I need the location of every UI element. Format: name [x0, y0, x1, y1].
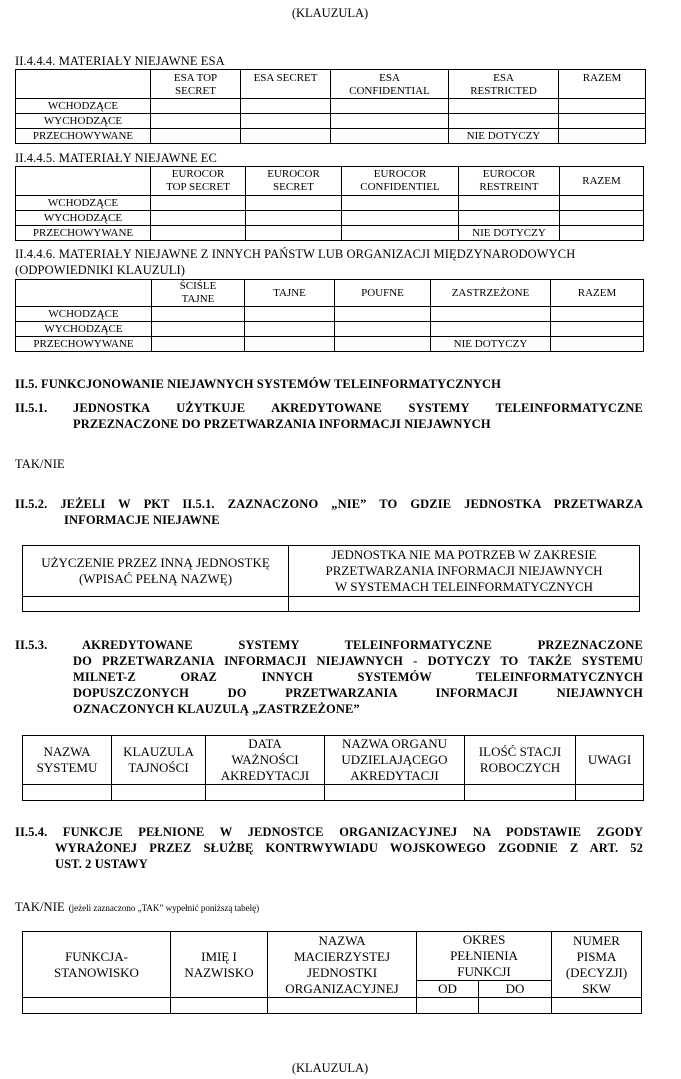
- table-cell[interactable]: [465, 785, 576, 801]
- column-header: RAZEM: [551, 280, 644, 307]
- not-applicable-label: NIE DOTYCZY: [459, 226, 560, 241]
- table-cell[interactable]: [151, 211, 246, 226]
- table-cell[interactable]: [552, 998, 642, 1014]
- section-text-ii53-line3: MILNET-Z ORAZ INNYCH SYSTEMÓW TELEINFORMATYCZNYCH: [73, 670, 643, 684]
- table-cell[interactable]: [152, 337, 245, 352]
- table-cell[interactable]: [112, 785, 206, 801]
- column-header: UŻYCZENIE PRZEZ INNĄ JEDNOSTKĘ (WPISAĆ PEŁNĄ NAZWĘ): [23, 546, 289, 597]
- not-applicable-label: NIE DOTYCZY: [449, 129, 559, 144]
- table-cell: [16, 280, 152, 307]
- section-title-ii446: II.4.4.6. MATERIAŁY NIEJAWNE Z INNYCH PAŃSTW LUB ORGANIZACJI MIĘDZYNARODOWYCH: [15, 247, 576, 261]
- section-text-ii54-line1: II.5.4. FUNKCJE PEŁNIONE W JEDNOSTCE ORGANIZACYJNEJ NA PODSTAWIE ZGODY: [15, 825, 643, 839]
- table-cell[interactable]: [23, 597, 289, 612]
- answer-row: [15, 898, 259, 916]
- column-header: IMIĘ I NAZWISKO: [171, 932, 268, 998]
- column-header: ZASTRZEŻONE: [431, 280, 551, 307]
- table-cell[interactable]: [431, 307, 551, 322]
- answer-yes-no[interactable]: TAK/NIE: [15, 457, 65, 471]
- row-label: PRZECHOWYWANE: [16, 337, 152, 352]
- section-text-ii52-line2: INFORMACJE NIEJAWNE: [64, 513, 220, 527]
- table-cell[interactable]: [246, 226, 342, 241]
- column-header: ILOŚĆ STACJI ROBOCZYCH: [465, 736, 576, 785]
- table-row: [23, 998, 642, 1014]
- section-number-ii51: II.5.1.: [15, 401, 48, 415]
- column-header: POUFNE: [335, 280, 431, 307]
- table-cell[interactable]: [551, 307, 644, 322]
- table-cell[interactable]: [331, 99, 449, 114]
- table-cell[interactable]: [335, 337, 431, 352]
- table-cell[interactable]: [245, 307, 335, 322]
- column-header: ŚCIŚLE TAJNE: [152, 280, 245, 307]
- table-cell[interactable]: [152, 307, 245, 322]
- table-cell[interactable]: [241, 129, 331, 144]
- table-cell[interactable]: [151, 129, 241, 144]
- table-cell[interactable]: [245, 322, 335, 337]
- table-row: [16, 226, 644, 241]
- table-cell[interactable]: [331, 129, 449, 144]
- table-ec: [15, 166, 644, 241]
- table-functions: [22, 931, 642, 1014]
- column-header: EUROCOR TOP SECRET: [151, 167, 246, 196]
- table-cell[interactable]: [171, 998, 268, 1014]
- table-cell[interactable]: [23, 998, 171, 1014]
- column-header: UWAGI: [576, 736, 644, 785]
- row-label: PRZECHOWYWANE: [16, 226, 151, 241]
- table-accredited-systems: [22, 735, 644, 801]
- page-footer-clause: (KLAUZULA): [291, 1061, 369, 1075]
- table-cell[interactable]: [246, 211, 342, 226]
- table-cell[interactable]: [152, 322, 245, 337]
- column-header: ESA TOP SECRET: [151, 70, 241, 99]
- table-row: [16, 196, 644, 211]
- column-header: NAZWA ORGANU UDZIELAJĄCEGO AKREDYTACJI: [325, 736, 465, 785]
- table-cell[interactable]: [241, 99, 331, 114]
- section-text-ii51-line2: PRZEZNACZONE DO PRZETWARZANIA INFORMACJI NIEJAWNYCH: [73, 417, 491, 431]
- section-text-ii52-line1: II.5.2. JEŻELI W PKT II.5.1. ZAZNACZONO „NIE” TO GDZIE JEDNOSTKA PRZETWARZA: [15, 497, 643, 511]
- table-cell[interactable]: [23, 785, 112, 801]
- section-text-ii54-line3: UST. 2 USTAWY: [55, 857, 148, 871]
- table-row: [16, 129, 646, 144]
- row-label: WYCHODZĄCE: [16, 211, 151, 226]
- table-cell[interactable]: [459, 211, 560, 226]
- table-cell[interactable]: [335, 322, 431, 337]
- column-header: ESA CONFIDENTIAL: [331, 70, 449, 99]
- column-header: KLAUZULA TAJNOŚCI: [112, 736, 206, 785]
- table-row: [16, 337, 644, 352]
- section-subtitle-ii446: (ODPOWIEDNIKI KLAUZULI): [15, 263, 185, 277]
- column-header: OKRES PEŁNIENIA FUNKCJI: [417, 932, 552, 981]
- section-title-ii444: II.4.4.4. MATERIAŁY NIEJAWNE ESA: [15, 54, 225, 68]
- column-header: ESA RESTRICTED: [449, 70, 559, 99]
- row-label: WYCHODZĄCE: [16, 322, 152, 337]
- row-label: PRZECHOWYWANE: [16, 129, 151, 144]
- section-text-ii53-line2: DO PRZETWARZANIA INFORMACJI NIEJAWNYCH - DOTYCZY TO TAKŻE SYSTEMU: [73, 654, 643, 668]
- column-header: EUROCOR SECRET: [246, 167, 342, 196]
- table-cell[interactable]: [241, 114, 331, 129]
- section-title-ii5: II.5. FUNKCJONOWANIE NIEJAWNYCH SYSTEMÓW TELEINFORMATYCZNYCH: [15, 377, 501, 391]
- table-cell[interactable]: [559, 114, 646, 129]
- column-header: EUROCOR CONFIDENTIEL: [342, 167, 459, 196]
- table-cell[interactable]: [431, 322, 551, 337]
- table-cell[interactable]: [268, 998, 417, 1014]
- table-row: [16, 322, 644, 337]
- table-cell[interactable]: [560, 211, 644, 226]
- table-cell[interactable]: [289, 597, 640, 612]
- table-cell[interactable]: [335, 307, 431, 322]
- table-processing-location: [22, 545, 640, 612]
- table-cell[interactable]: [325, 785, 465, 801]
- table-cell[interactable]: [449, 114, 559, 129]
- table-cell: [16, 70, 151, 99]
- page-header-clause: (KLAUZULA): [291, 6, 369, 20]
- table-cell[interactable]: [246, 196, 342, 211]
- column-header: RAZEM: [559, 70, 646, 99]
- table-row: [16, 99, 646, 114]
- column-header: TAJNE: [245, 280, 335, 307]
- table-cell[interactable]: [560, 196, 644, 211]
- table-cell[interactable]: [551, 337, 644, 352]
- table-cell: [16, 167, 151, 196]
- table-cell[interactable]: [342, 226, 459, 241]
- section-text-ii54-line2: WYRAŻONEJ PRZEZ SŁUŻBĘ KONTRWYWIADU WOJSKOWEGO ZGODNIE Z ART. 52: [55, 841, 643, 855]
- table-row: [16, 211, 644, 226]
- row-label: WCHODZĄCE: [16, 196, 151, 211]
- section-title-ii445: II.4.4.5. MATERIAŁY NIEJAWNE EC: [15, 151, 217, 165]
- table-cell[interactable]: [245, 337, 335, 352]
- column-subheader-from: OD: [417, 981, 479, 998]
- table-esa: [15, 69, 646, 144]
- table-cell[interactable]: [449, 99, 559, 114]
- column-header: NUMER PISMA (DECYZJI) SKW: [552, 932, 642, 998]
- section-text-ii53-line1: AKREDYTOWANE SYSTEMY TELEINFORMATYCZNE PRZEZNACZONE: [82, 638, 643, 652]
- table-row: [16, 114, 646, 129]
- column-header: RAZEM: [560, 167, 644, 196]
- section-number-ii53: II.5.3.: [15, 638, 48, 652]
- table-row: [23, 785, 644, 801]
- table-cell[interactable]: [331, 114, 449, 129]
- column-header: DATA WAŻNOŚCI AKREDYTACJI: [206, 736, 325, 785]
- table-cell[interactable]: [560, 226, 644, 241]
- table-cell[interactable]: [342, 211, 459, 226]
- table-cell[interactable]: [151, 114, 241, 129]
- table-cell[interactable]: [342, 196, 459, 211]
- not-applicable-label: NIE DOTYCZY: [431, 337, 551, 352]
- table-cell[interactable]: [459, 196, 560, 211]
- table-cell[interactable]: [206, 785, 325, 801]
- section-text-ii53-line4: DOPUSZCZONYCH DO PRZETWARZANIA INFORMACJI NIEJAWNYCH: [73, 686, 643, 700]
- section-text-ii51-line1: JEDNOSTKA UŻYTKUJE AKREDYTOWANE SYSTEMY TELEINFORMATYCZNE: [73, 401, 643, 415]
- table-cell[interactable]: [576, 785, 644, 801]
- section-text-ii53-line5: OZNACZONYCH KLAUZULĄ „ZASTRZEŻONE”: [73, 702, 360, 716]
- table-cell[interactable]: [151, 226, 246, 241]
- table-cell[interactable]: [151, 196, 246, 211]
- column-subheader-to: DO: [479, 981, 552, 998]
- column-header: NAZWA MACIERZYSTEJ JEDNOSTKI ORGANIZACYJNEJ: [268, 932, 417, 998]
- table-international: [15, 279, 644, 352]
- column-header: NAZWA SYSTEMU: [23, 736, 112, 785]
- table-cell[interactable]: [151, 99, 241, 114]
- column-header: FUNKCJA- STANOWISKO: [23, 932, 171, 998]
- table-cell[interactable]: [559, 99, 646, 114]
- column-header: JEDNOSTKA NIE MA POTRZEB W ZAKRESIE PRZETWARZANIA INFORMACJI NIEJAWNYCH W SYSTEMACH TELEINFORMATYCZNYCH: [289, 546, 640, 597]
- table-cell[interactable]: [479, 998, 552, 1014]
- answer-instruction: (jeżeli zaznaczono „TAK” wypełnić poniższą tabelę): [68, 903, 260, 913]
- table-row: [16, 307, 644, 322]
- row-label: WYCHODZĄCE: [16, 114, 151, 129]
- table-row: [23, 597, 640, 612]
- row-label: WCHODZĄCE: [16, 99, 151, 114]
- table-cell[interactable]: [551, 322, 644, 337]
- answer-yes-no[interactable]: TAK/NIE: [15, 900, 65, 914]
- row-label: WCHODZĄCE: [16, 307, 152, 322]
- column-header: EUROCOR RESTREINT: [459, 167, 560, 196]
- table-cell[interactable]: [417, 998, 479, 1014]
- column-header: ESA SECRET: [241, 70, 331, 99]
- table-cell[interactable]: [559, 129, 646, 144]
